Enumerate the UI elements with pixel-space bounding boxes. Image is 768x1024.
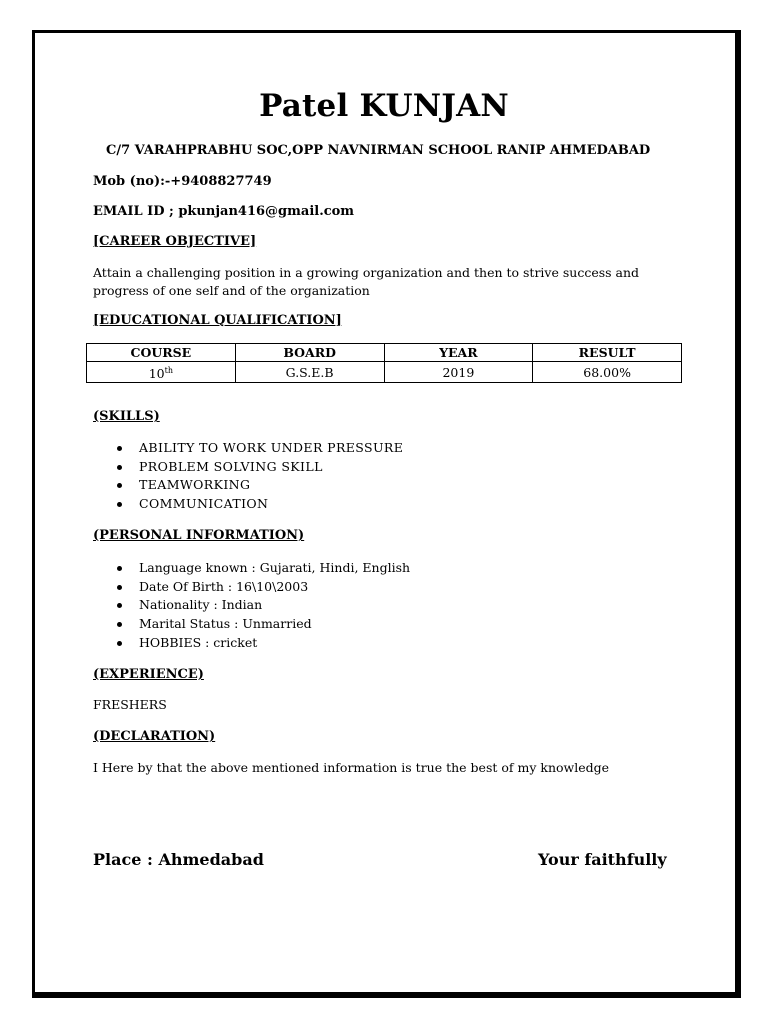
- result-cell: 68.00%: [533, 362, 682, 383]
- list-item: [93, 439, 403, 458]
- bullet-icon: [117, 585, 122, 590]
- bullet-icon: [117, 603, 122, 608]
- mobile-line: Mob (no):-+9408827749: [93, 174, 272, 189]
- table-header-row: [87, 344, 682, 362]
- skill-text: ABILITY TO WORK UNDER PRESSURE: [139, 440, 404, 455]
- year-cell: 2019: [384, 362, 533, 383]
- bullet-icon: [117, 502, 122, 507]
- personal-info-text: HOBBIES : cricket: [139, 634, 258, 650]
- course-value: 10: [148, 366, 165, 382]
- list-item: [93, 596, 410, 615]
- bullet-icon: [117, 622, 122, 627]
- list-item: [93, 495, 403, 514]
- table-row: [87, 362, 682, 383]
- personal-info-text: Date Of Birth : 16\10\2003: [139, 578, 309, 594]
- skills-heading: (SKILLS): [93, 409, 160, 424]
- email-line: EMAIL ID ; pkunjan416@gmail.com: [93, 204, 355, 219]
- list-item: [93, 634, 410, 653]
- closing-signature: Your faithfully: [538, 850, 667, 869]
- education-heading: [EDUCATIONAL QUALIFICATION]: [93, 313, 342, 328]
- bullet-icon: [117, 641, 122, 646]
- bullet-icon: [117, 566, 122, 571]
- course-superscript: th: [164, 366, 174, 375]
- personal-info-text: Marital Status : Unmarried: [139, 616, 312, 632]
- skills-list: [93, 439, 403, 514]
- column-header-course: COURSE: [87, 344, 236, 362]
- personal-info-list: [93, 559, 410, 652]
- bullet-icon: [117, 446, 122, 451]
- declaration-text: I Here by that the above mentioned information is true the best of my knowledge: [93, 760, 610, 775]
- personal-info-heading: (PERSONAL INFORMATION): [93, 528, 305, 543]
- list-item: [93, 578, 410, 597]
- bullet-icon: [117, 465, 122, 470]
- career-objective-heading: [CAREER OBJECTIVE]: [93, 234, 257, 249]
- applicant-name: Patel KUNJAN: [259, 88, 509, 124]
- board-cell: G.S.E.B: [235, 362, 384, 383]
- declaration-heading: (DECLARATION): [93, 729, 216, 744]
- column-header-board: BOARD: [235, 344, 384, 362]
- skill-text: PROBLEM SOLVING SKILL: [139, 458, 323, 474]
- list-item: [93, 559, 410, 578]
- experience-heading: (EXPERIENCE): [93, 667, 204, 682]
- column-header-result: RESULT: [533, 344, 682, 362]
- list-item: [93, 458, 403, 477]
- course-cell: [87, 362, 236, 383]
- experience-text: FRESHERS: [93, 697, 167, 712]
- place-signature: Place : Ahmedabad: [93, 850, 264, 869]
- column-header-year: YEAR: [384, 344, 533, 362]
- education-table: [86, 343, 682, 383]
- address-line: C/7 VARAHPRABHU SOC,OPP NAVNIRMAN SCHOOL RANIP AHMEDABAD: [106, 143, 651, 158]
- personal-info-text: Nationality : Indian: [139, 597, 263, 613]
- list-item: [93, 615, 410, 634]
- career-objective-text: Attain a challenging position in a growing organization and then to strive success and progress of one self and of the organization: [93, 265, 640, 298]
- list-item: [93, 476, 403, 495]
- personal-info-text: Language known : Gujarati, Hindi, English: [139, 560, 411, 575]
- skill-text: TEAMWORKING: [139, 477, 251, 493]
- bullet-icon: [117, 483, 122, 488]
- skill-text: COMMUNICATION: [139, 496, 269, 512]
